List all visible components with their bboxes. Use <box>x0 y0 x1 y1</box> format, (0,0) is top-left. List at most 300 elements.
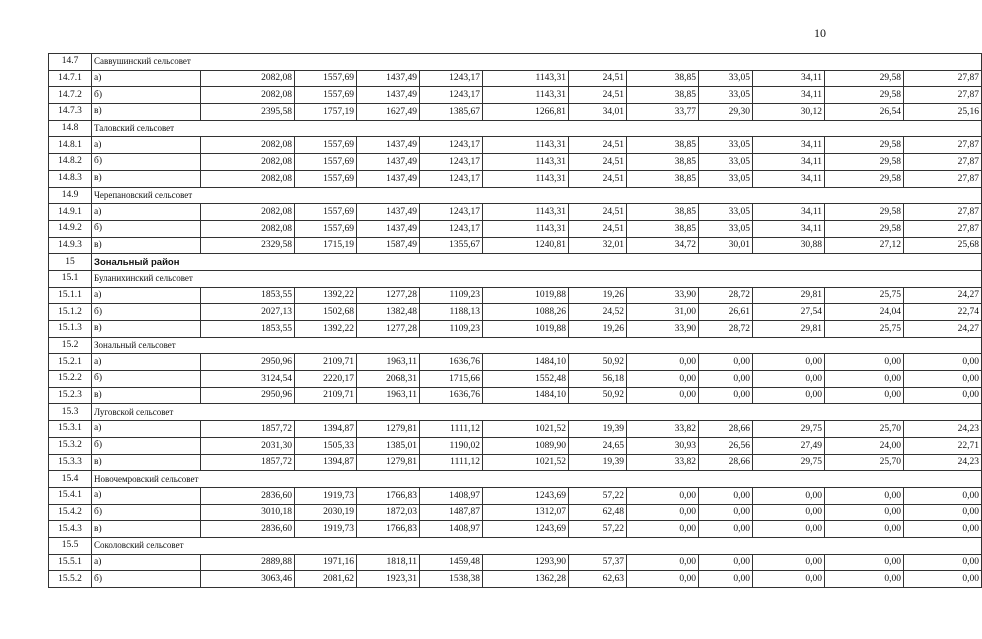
value-cell: 27,87 <box>904 220 982 237</box>
section-header-row <box>49 270 982 287</box>
value-cell: 33,05 <box>699 170 753 187</box>
value-cell: 0,00 <box>699 504 753 521</box>
value-cell: 1243,17 <box>420 154 483 171</box>
value-cell: 1538,38 <box>420 571 483 588</box>
section-header-row <box>49 471 982 488</box>
value-cell: 34,11 <box>753 204 825 221</box>
value-cell: 1240,81 <box>483 237 569 254</box>
row-code: 14.7.2 <box>49 87 92 104</box>
value-cell: 1853,55 <box>201 321 295 338</box>
section-title: Луговской сельсовет <box>92 404 982 421</box>
value-cell: 0,00 <box>627 354 699 371</box>
value-cell: 1021,52 <box>483 454 569 471</box>
table-row <box>49 554 982 571</box>
row-code: 14.7.1 <box>49 70 92 87</box>
value-cell: 29,58 <box>825 137 904 154</box>
value-cell: 27,87 <box>904 137 982 154</box>
row-label: а) <box>92 70 201 87</box>
value-cell: 27,12 <box>825 237 904 254</box>
row-label: б) <box>92 371 201 388</box>
value-cell: 27,87 <box>904 170 982 187</box>
value-cell: 1963,11 <box>357 354 420 371</box>
value-cell: 24,51 <box>569 87 627 104</box>
table-row <box>49 137 982 154</box>
value-cell: 1557,69 <box>295 204 357 221</box>
value-cell: 2329,58 <box>201 237 295 254</box>
table-row <box>49 421 982 438</box>
value-cell: 1392,22 <box>295 321 357 338</box>
value-cell: 0,00 <box>904 571 982 588</box>
value-cell: 1243,69 <box>483 487 569 504</box>
value-cell: 1362,28 <box>483 571 569 588</box>
value-cell: 1557,69 <box>295 87 357 104</box>
value-cell: 3010,18 <box>201 504 295 521</box>
district-title: Зональный район <box>92 254 982 271</box>
row-code: 15.5 <box>49 537 92 554</box>
value-cell: 0,00 <box>904 387 982 404</box>
value-cell: 0,00 <box>627 371 699 388</box>
row-code: 14.9.3 <box>49 237 92 254</box>
row-label: б) <box>92 220 201 237</box>
value-cell: 1385,67 <box>420 104 483 121</box>
table-row <box>49 220 982 237</box>
value-cell: 1437,49 <box>357 137 420 154</box>
value-cell: 1459,48 <box>420 554 483 571</box>
value-cell: 22,71 <box>904 437 982 454</box>
row-code: 15.1.2 <box>49 304 92 321</box>
value-cell: 0,00 <box>627 554 699 571</box>
value-cell: 34,01 <box>569 104 627 121</box>
value-cell: 1857,72 <box>201 421 295 438</box>
value-cell: 1557,69 <box>295 137 357 154</box>
value-cell: 0,00 <box>699 554 753 571</box>
value-cell: 29,81 <box>753 321 825 338</box>
value-cell: 34,11 <box>753 220 825 237</box>
value-cell: 0,00 <box>627 571 699 588</box>
value-cell: 62,48 <box>569 504 627 521</box>
row-label: а) <box>92 204 201 221</box>
value-cell: 0,00 <box>825 387 904 404</box>
section-title: Зональный сельсовет <box>92 337 982 354</box>
row-label: а) <box>92 421 201 438</box>
value-cell: 28,72 <box>699 287 753 304</box>
tariff-table <box>48 53 982 588</box>
section-title: Саввушинский сельсовет <box>92 54 982 71</box>
value-cell: 19,26 <box>569 287 627 304</box>
value-cell: 2082,08 <box>201 154 295 171</box>
value-cell: 1279,81 <box>357 454 420 471</box>
value-cell: 1557,69 <box>295 70 357 87</box>
table-row <box>49 387 982 404</box>
value-cell: 1715,66 <box>420 371 483 388</box>
value-cell: 1636,76 <box>420 354 483 371</box>
row-code: 14.9.2 <box>49 220 92 237</box>
row-code: 15.1.3 <box>49 321 92 338</box>
value-cell: 1019,88 <box>483 287 569 304</box>
value-cell: 30,12 <box>753 104 825 121</box>
table-row <box>49 354 982 371</box>
value-cell: 2950,96 <box>201 354 295 371</box>
table-row <box>49 487 982 504</box>
value-cell: 1408,97 <box>420 521 483 538</box>
value-cell: 1757,19 <box>295 104 357 121</box>
value-cell: 0,00 <box>753 354 825 371</box>
value-cell: 1437,49 <box>357 154 420 171</box>
value-cell: 2950,96 <box>201 387 295 404</box>
value-cell: 33,82 <box>627 421 699 438</box>
value-cell: 2836,60 <box>201 487 295 504</box>
row-code: 15.3 <box>49 404 92 421</box>
section-title: Соколовский сельсовет <box>92 537 982 554</box>
district-row <box>49 254 982 271</box>
value-cell: 2836,60 <box>201 521 295 538</box>
value-cell: 1143,31 <box>483 170 569 187</box>
value-cell: 2082,08 <box>201 204 295 221</box>
value-cell: 27,87 <box>904 204 982 221</box>
value-cell: 1715,19 <box>295 237 357 254</box>
value-cell: 1243,17 <box>420 70 483 87</box>
value-cell: 1088,26 <box>483 304 569 321</box>
value-cell: 1818,11 <box>357 554 420 571</box>
value-cell: 0,00 <box>753 387 825 404</box>
value-cell: 29,58 <box>825 70 904 87</box>
table-row <box>49 237 982 254</box>
value-cell: 0,00 <box>753 571 825 588</box>
value-cell: 0,00 <box>699 487 753 504</box>
value-cell: 24,51 <box>569 70 627 87</box>
section-header-row <box>49 187 982 204</box>
row-code: 15.4.3 <box>49 521 92 538</box>
value-cell: 0,00 <box>825 554 904 571</box>
row-label: в) <box>92 170 201 187</box>
value-cell: 24,23 <box>904 454 982 471</box>
value-cell: 1243,17 <box>420 170 483 187</box>
value-cell: 1188,13 <box>420 304 483 321</box>
value-cell: 38,85 <box>627 137 699 154</box>
value-cell: 1587,49 <box>357 237 420 254</box>
section-header-row <box>49 54 982 71</box>
value-cell: 2068,31 <box>357 371 420 388</box>
table-row <box>49 571 982 588</box>
row-code: 15.4.1 <box>49 487 92 504</box>
value-cell: 0,00 <box>904 554 982 571</box>
value-cell: 1766,83 <box>357 521 420 538</box>
value-cell: 1385,01 <box>357 437 420 454</box>
value-cell: 1143,31 <box>483 154 569 171</box>
value-cell: 24,27 <box>904 287 982 304</box>
row-label: а) <box>92 487 201 504</box>
row-label: а) <box>92 287 201 304</box>
value-cell: 33,05 <box>699 220 753 237</box>
row-code: 15 <box>49 254 92 271</box>
row-label: в) <box>92 521 201 538</box>
row-code: 14.7 <box>49 54 92 71</box>
value-cell: 62,63 <box>569 571 627 588</box>
value-cell: 1243,17 <box>420 87 483 104</box>
value-cell: 0,00 <box>904 521 982 538</box>
value-cell: 33,05 <box>699 204 753 221</box>
value-cell: 24,51 <box>569 204 627 221</box>
value-cell: 1243,17 <box>420 137 483 154</box>
value-cell: 57,37 <box>569 554 627 571</box>
value-cell: 34,72 <box>627 237 699 254</box>
value-cell: 1243,69 <box>483 521 569 538</box>
value-cell: 1394,87 <box>295 454 357 471</box>
value-cell: 57,22 <box>569 487 627 504</box>
value-cell: 1279,81 <box>357 421 420 438</box>
value-cell: 0,00 <box>904 354 982 371</box>
value-cell: 1971,16 <box>295 554 357 571</box>
value-cell: 1437,49 <box>357 220 420 237</box>
value-cell: 29,58 <box>825 87 904 104</box>
value-cell: 2220,17 <box>295 371 357 388</box>
value-cell: 26,61 <box>699 304 753 321</box>
value-cell: 1277,28 <box>357 287 420 304</box>
value-cell: 29,75 <box>753 421 825 438</box>
row-label: в) <box>92 237 201 254</box>
value-cell: 1919,73 <box>295 521 357 538</box>
row-code: 15.1.1 <box>49 287 92 304</box>
value-cell: 0,00 <box>627 504 699 521</box>
value-cell: 29,30 <box>699 104 753 121</box>
value-cell: 2109,71 <box>295 387 357 404</box>
value-cell: 29,81 <box>753 287 825 304</box>
value-cell: 1243,17 <box>420 204 483 221</box>
table-row <box>49 521 982 538</box>
value-cell: 33,90 <box>627 287 699 304</box>
value-cell: 29,58 <box>825 154 904 171</box>
table-row <box>49 70 982 87</box>
value-cell: 0,00 <box>825 487 904 504</box>
value-cell: 1484,10 <box>483 354 569 371</box>
value-cell: 1266,81 <box>483 104 569 121</box>
value-cell: 1394,87 <box>295 421 357 438</box>
value-cell: 1557,69 <box>295 154 357 171</box>
value-cell: 1190,02 <box>420 437 483 454</box>
table-row <box>49 287 982 304</box>
value-cell: 29,58 <box>825 204 904 221</box>
value-cell: 57,22 <box>569 521 627 538</box>
row-label: а) <box>92 137 201 154</box>
table-row <box>49 504 982 521</box>
value-cell: 34,11 <box>753 137 825 154</box>
value-cell: 1872,03 <box>357 504 420 521</box>
row-label: б) <box>92 154 201 171</box>
value-cell: 27,54 <box>753 304 825 321</box>
section-title: Буланихинский сельсовет <box>92 270 982 287</box>
value-cell: 38,85 <box>627 170 699 187</box>
section-header-row <box>49 120 982 137</box>
value-cell: 2082,08 <box>201 137 295 154</box>
value-cell: 1382,48 <box>357 304 420 321</box>
value-cell: 1355,67 <box>420 237 483 254</box>
row-label: в) <box>92 454 201 471</box>
value-cell: 34,11 <box>753 154 825 171</box>
section-title: Новочемровский сельсовет <box>92 471 982 488</box>
value-cell: 27,87 <box>904 70 982 87</box>
row-code: 14.7.3 <box>49 104 92 121</box>
value-cell: 1143,31 <box>483 137 569 154</box>
value-cell: 24,51 <box>569 170 627 187</box>
value-cell: 50,92 <box>569 387 627 404</box>
value-cell: 2082,08 <box>201 170 295 187</box>
value-cell: 0,00 <box>753 504 825 521</box>
value-cell: 29,58 <box>825 220 904 237</box>
row-code: 15.2 <box>49 337 92 354</box>
value-cell: 1143,31 <box>483 87 569 104</box>
value-cell: 33,90 <box>627 321 699 338</box>
value-cell: 1437,49 <box>357 170 420 187</box>
value-cell: 1487,87 <box>420 504 483 521</box>
table-row <box>49 304 982 321</box>
value-cell: 24,23 <box>904 421 982 438</box>
value-cell: 1505,33 <box>295 437 357 454</box>
value-cell: 27,49 <box>753 437 825 454</box>
value-cell: 1857,72 <box>201 454 295 471</box>
value-cell: 1109,23 <box>420 287 483 304</box>
value-cell: 30,88 <box>753 237 825 254</box>
value-cell: 25,70 <box>825 421 904 438</box>
value-cell: 0,00 <box>904 504 982 521</box>
value-cell: 27,87 <box>904 87 982 104</box>
value-cell: 0,00 <box>825 504 904 521</box>
value-cell: 26,54 <box>825 104 904 121</box>
row-code: 14.9 <box>49 187 92 204</box>
value-cell: 0,00 <box>753 487 825 504</box>
value-cell: 25,16 <box>904 104 982 121</box>
section-header-row <box>49 404 982 421</box>
row-code: 15.5.2 <box>49 571 92 588</box>
value-cell: 29,58 <box>825 170 904 187</box>
value-cell: 0,00 <box>699 521 753 538</box>
row-code: 15.4.2 <box>49 504 92 521</box>
value-cell: 24,65 <box>569 437 627 454</box>
value-cell: 1552,48 <box>483 371 569 388</box>
section-header-row <box>49 537 982 554</box>
value-cell: 1919,73 <box>295 487 357 504</box>
value-cell: 24,51 <box>569 137 627 154</box>
value-cell: 30,01 <box>699 237 753 254</box>
value-cell: 38,85 <box>627 204 699 221</box>
value-cell: 1636,76 <box>420 387 483 404</box>
value-cell: 0,00 <box>825 521 904 538</box>
value-cell: 0,00 <box>825 371 904 388</box>
value-cell: 2030,19 <box>295 504 357 521</box>
row-label: а) <box>92 354 201 371</box>
value-cell: 1109,23 <box>420 321 483 338</box>
value-cell: 1437,49 <box>357 87 420 104</box>
row-code: 14.8.1 <box>49 137 92 154</box>
value-cell: 50,92 <box>569 354 627 371</box>
row-label: в) <box>92 387 201 404</box>
section-title: Черепановский сельсовет <box>92 187 982 204</box>
value-cell: 1557,69 <box>295 220 357 237</box>
value-cell: 0,00 <box>904 371 982 388</box>
value-cell: 0,00 <box>699 571 753 588</box>
row-code: 15.2.3 <box>49 387 92 404</box>
row-code: 15.2.1 <box>49 354 92 371</box>
value-cell: 33,05 <box>699 154 753 171</box>
value-cell: 32,01 <box>569 237 627 254</box>
row-label: б) <box>92 571 201 588</box>
value-cell: 24,27 <box>904 321 982 338</box>
row-code: 15.2.2 <box>49 371 92 388</box>
value-cell: 31,00 <box>627 304 699 321</box>
value-cell: 19,26 <box>569 321 627 338</box>
value-cell: 3124,54 <box>201 371 295 388</box>
value-cell: 2027,13 <box>201 304 295 321</box>
value-cell: 56,18 <box>569 371 627 388</box>
value-cell: 1243,17 <box>420 220 483 237</box>
value-cell: 25,75 <box>825 287 904 304</box>
row-label: в) <box>92 104 201 121</box>
value-cell: 24,00 <box>825 437 904 454</box>
value-cell: 1392,22 <box>295 287 357 304</box>
row-label: б) <box>92 437 201 454</box>
table-body <box>49 54 982 588</box>
row-label: б) <box>92 87 201 104</box>
row-label: а) <box>92 554 201 571</box>
value-cell: 2031,30 <box>201 437 295 454</box>
value-cell: 1923,31 <box>357 571 420 588</box>
value-cell: 0,00 <box>627 521 699 538</box>
row-code: 15.4 <box>49 471 92 488</box>
value-cell: 0,00 <box>904 487 982 504</box>
value-cell: 1089,90 <box>483 437 569 454</box>
value-cell: 28,66 <box>699 454 753 471</box>
value-cell: 1143,31 <box>483 204 569 221</box>
value-cell: 0,00 <box>627 487 699 504</box>
value-cell: 1502,68 <box>295 304 357 321</box>
section-title: Таловский сельсовет <box>92 120 982 137</box>
value-cell: 34,11 <box>753 70 825 87</box>
value-cell: 1853,55 <box>201 287 295 304</box>
row-code: 14.8 <box>49 120 92 137</box>
value-cell: 22,74 <box>904 304 982 321</box>
value-cell: 2082,08 <box>201 70 295 87</box>
value-cell: 0,00 <box>699 371 753 388</box>
value-cell: 25,68 <box>904 237 982 254</box>
value-cell: 1627,49 <box>357 104 420 121</box>
value-cell: 33,05 <box>699 137 753 154</box>
row-code: 15.3.2 <box>49 437 92 454</box>
value-cell: 33,05 <box>699 70 753 87</box>
table-row <box>49 204 982 221</box>
value-cell: 24,51 <box>569 220 627 237</box>
row-code: 15.5.1 <box>49 554 92 571</box>
value-cell: 24,52 <box>569 304 627 321</box>
value-cell: 33,82 <box>627 454 699 471</box>
value-cell: 3063,46 <box>201 571 295 588</box>
value-cell: 0,00 <box>825 571 904 588</box>
page-number: 10 <box>814 26 826 40</box>
value-cell: 0,00 <box>753 371 825 388</box>
value-cell: 2081,62 <box>295 571 357 588</box>
value-cell: 26,56 <box>699 437 753 454</box>
value-cell: 1437,49 <box>357 70 420 87</box>
value-cell: 28,72 <box>699 321 753 338</box>
value-cell: 28,66 <box>699 421 753 438</box>
value-cell: 19,39 <box>569 454 627 471</box>
table-row <box>49 321 982 338</box>
value-cell: 19,39 <box>569 421 627 438</box>
value-cell: 0,00 <box>825 354 904 371</box>
value-cell: 24,04 <box>825 304 904 321</box>
value-cell: 1408,97 <box>420 487 483 504</box>
table-row <box>49 371 982 388</box>
value-cell: 30,93 <box>627 437 699 454</box>
value-cell: 0,00 <box>753 554 825 571</box>
